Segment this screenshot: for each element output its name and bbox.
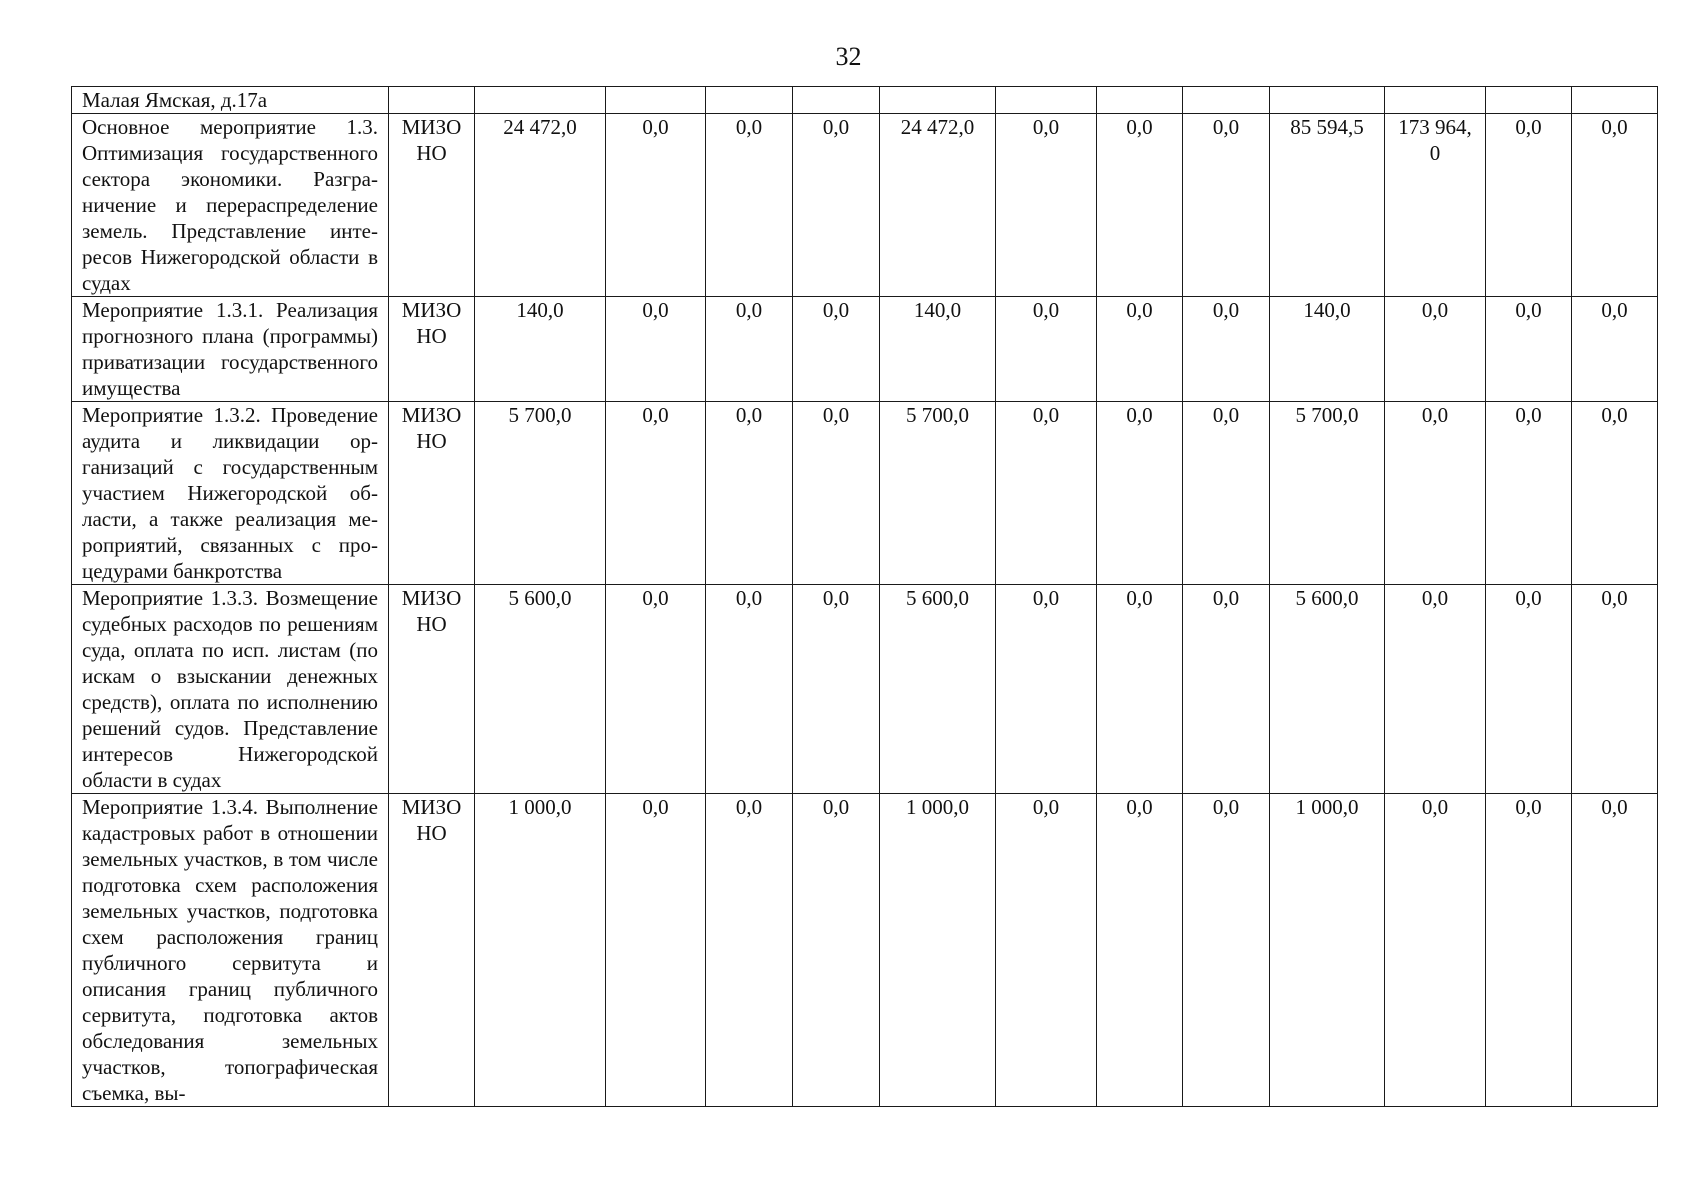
row-value-cell: 5 700,0 [475,402,606,585]
row-value-cell: 0,0 [1183,794,1270,1107]
row-value-cell: 0,0 [606,402,706,585]
row-value-cell: 0,0 [1486,297,1572,402]
row-value-cell [475,87,606,114]
row-executor: МИЗО НО [389,402,475,585]
table-row [72,402,1658,585]
row-value-cell: 5 700,0 [1270,402,1385,585]
row-value-cell: 173 964,0 [1385,114,1486,297]
row-value-cell: 0,0 [606,114,706,297]
row-value-cell [793,87,880,114]
row-description: Мероприятие 1.3.3. Возмещение судебных расходов по решениям суда, оплата по исп. листам (по искам о взыскании денежных средств), оплата по исполнению решений судов. Представление интересов Нижегородской области в судах [72,585,389,794]
row-value-cell [606,87,706,114]
row-value-cell: 0,0 [1572,297,1658,402]
row-value-cell [1270,87,1385,114]
row-value-cell: 0,0 [996,297,1097,402]
row-value-cell: 0,0 [706,402,793,585]
row-value-cell [880,87,996,114]
row-value-cell: 0,0 [1572,402,1658,585]
row-value-cell [996,87,1097,114]
row-value-cell: 0,0 [706,114,793,297]
budget-table [71,86,1658,1107]
row-value-cell: 0,0 [1097,114,1183,297]
row-value-cell: 0,0 [996,794,1097,1107]
row-value-cell [1385,87,1486,114]
row-value-cell: 0,0 [1097,794,1183,1107]
row-value-cell: 24 472,0 [475,114,606,297]
row-value-cell: 0,0 [1183,114,1270,297]
row-value-cell: 0,0 [1097,585,1183,794]
row-value-cell: 0,0 [606,585,706,794]
row-executor: МИЗО НО [389,794,475,1107]
row-description: Мероприятие 1.3.4. Выполнение кадастровых работ в отношении земельных участков, в том числе подготовка схем расположения земельных участков, подготовка схем расположения границ публичного сервитута и описания границ публичного сервитута, подготовка актов обследования земельных участков, топографическая съемка, вы- [72,794,389,1107]
row-value-cell: 0,0 [1486,585,1572,794]
table-row [72,585,1658,794]
row-value-cell: 0,0 [1572,794,1658,1107]
row-value-cell: 0,0 [793,297,880,402]
row-value-cell: 0,0 [1486,114,1572,297]
row-value-cell: 0,0 [1183,297,1270,402]
row-description: Мероприятие 1.3.1. Реализация прогнозного плана (программы) приватизации государственного имущества [72,297,389,402]
row-value-cell: 1 000,0 [880,794,996,1107]
row-value-cell: 0,0 [1385,402,1486,585]
row-value-cell: 5 600,0 [475,585,606,794]
table-row [72,297,1658,402]
row-value-cell: 0,0 [1385,297,1486,402]
row-value-cell: 0,0 [1486,402,1572,585]
row-value-cell: 140,0 [880,297,996,402]
row-value-cell [1572,87,1658,114]
row-value-cell: 5 600,0 [880,585,996,794]
row-executor: МИЗО НО [389,297,475,402]
row-value-cell: 140,0 [475,297,606,402]
row-value-cell: 0,0 [996,402,1097,585]
table-body [72,87,1658,1107]
row-value-cell [1183,87,1270,114]
row-value-cell: 140,0 [1270,297,1385,402]
row-value-cell: 0,0 [706,297,793,402]
table-row [72,114,1658,297]
row-value-cell: 1 000,0 [1270,794,1385,1107]
row-description: Малая Ямская, д.17а [72,87,389,114]
row-value-cell: 0,0 [606,794,706,1107]
row-value-cell [1486,87,1572,114]
row-value-cell: 0,0 [793,114,880,297]
row-value-cell: 85 594,5 [1270,114,1385,297]
row-value-cell: 0,0 [793,585,880,794]
row-value-cell [706,87,793,114]
row-value-cell: 0,0 [996,585,1097,794]
row-value-cell: 0,0 [996,114,1097,297]
row-value-cell: 5 600,0 [1270,585,1385,794]
row-value-cell [1097,87,1183,114]
row-value-cell: 1 000,0 [475,794,606,1107]
row-value-cell: 0,0 [706,585,793,794]
row-value-cell: 0,0 [793,794,880,1107]
row-executor: МИЗО НО [389,585,475,794]
row-value-cell: 0,0 [1572,114,1658,297]
row-executor [389,87,475,114]
row-value-cell: 24 472,0 [880,114,996,297]
row-value-cell: 0,0 [706,794,793,1107]
table-row [72,87,1658,114]
row-value-cell: 0,0 [793,402,880,585]
row-description: Мероприятие 1.3.2. Проведение аудита и ликвидации организаций с государственным участием Нижегородской области, а также реализация мероприятий, связанных с процедурами банкротства [72,402,389,585]
table-row [72,794,1658,1107]
row-value-cell: 0,0 [606,297,706,402]
row-value-cell: 5 700,0 [880,402,996,585]
row-value-cell: 0,0 [1183,585,1270,794]
row-description: Основное мероприятие 1.3. Оптимизация государственного сектора экономики. Разграничение и перераспределение земель. Представление интересов Нижегородской области в судах [72,114,389,297]
row-value-cell: 0,0 [1385,585,1486,794]
row-value-cell: 0,0 [1486,794,1572,1107]
row-value-cell: 0,0 [1572,585,1658,794]
row-executor: МИЗО НО [389,114,475,297]
row-value-cell: 0,0 [1385,794,1486,1107]
page-number: 32 [835,42,862,71]
row-value-cell: 0,0 [1183,402,1270,585]
row-value-cell: 0,0 [1097,297,1183,402]
row-value-cell: 0,0 [1097,402,1183,585]
